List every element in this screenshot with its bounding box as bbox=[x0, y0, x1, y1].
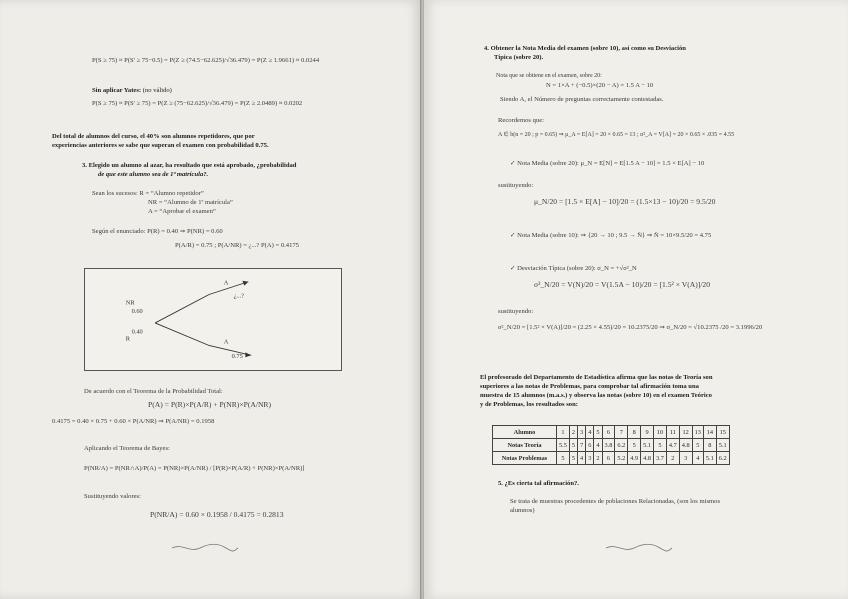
answer-5-line-1: Se trata de muestras procedentes de poblaciones Relacionadas, (son los mismos bbox=[510, 498, 721, 505]
total-probability-title: De acuerdo con el Teorema de la Probabilidad Total: bbox=[84, 388, 223, 395]
tree-label-r: R bbox=[125, 335, 130, 343]
table-cell: 4 bbox=[586, 426, 594, 439]
probability-tree bbox=[84, 268, 342, 371]
table-cell: 6.2 bbox=[716, 452, 729, 465]
table-cell: 5.2 bbox=[615, 452, 628, 465]
tree-prob-r: 0.40 bbox=[131, 328, 143, 336]
table-cell: 5 bbox=[654, 439, 667, 452]
branch-nr bbox=[155, 294, 209, 322]
table-cell: 4 bbox=[594, 439, 602, 452]
left-page bbox=[0, 0, 421, 599]
table-cell: 6 bbox=[602, 452, 615, 465]
table-cell: 3.7 bbox=[654, 452, 667, 465]
yates-equation: P(S ≥ 75) ≈ P(S' ≥ 75−0.5) = P(Z ≥ (74.5−62.625)/√36.479) = P(Z ≥ 1.9661) ≈ 0.0244 bbox=[92, 57, 320, 64]
table-cell: 5.1 bbox=[716, 439, 729, 452]
table-cell: 5.5 bbox=[557, 439, 570, 452]
table-cell: 7 bbox=[578, 439, 586, 452]
table-row bbox=[493, 426, 730, 439]
row-label: Notas Problemas bbox=[493, 452, 557, 465]
table-cell: 4.8 bbox=[641, 452, 654, 465]
tree-label-a-bottom: A bbox=[223, 338, 229, 346]
total-probability-formula: P(A) = P(R)×P(A/R) + P(NR)×P(A/NR) bbox=[148, 400, 272, 409]
end-mark-right bbox=[604, 543, 674, 553]
no-yates-title bbox=[92, 87, 172, 95]
substitution-2-title: sustituyendo: bbox=[498, 308, 534, 315]
table-cell: 4.7 bbox=[666, 439, 679, 452]
tree-prob-a-bottom: 0.75 bbox=[231, 353, 243, 361]
total-probability-calc: 0.4175 = 0.40 × 0.75 + 0.60 × P(A/NR) ⇒ P(A/NR) = 0.1958 bbox=[52, 418, 215, 425]
media-20-line: ✓ Nota Media (sobre 20): μ_N = E[N] = E[1.5 A − 10] = 1.5 × E[A] − 10 bbox=[510, 160, 705, 167]
grades-table bbox=[492, 425, 730, 465]
no-yates-title-text: Sin aplicar Yates: bbox=[92, 87, 142, 94]
tree-label-a-top: A bbox=[223, 279, 229, 287]
table-cell: 3 bbox=[679, 452, 692, 465]
recall-formula: A ∈ b(n = 20 ; p = 0.65) ⇒ μ_A = E[A] = 20 × 0.65 = 13 ; σ²_A = V[A] = 20 × 0.65 × .035 = 4.55 bbox=[498, 132, 735, 138]
table-cell: 5 bbox=[569, 452, 577, 465]
deviation-formula: σ²_N/20 = V(N)/20 = V(1.5A − 10)/20 = [1.5² × V(A)]/20 bbox=[534, 280, 711, 289]
table-cell: 13 bbox=[692, 426, 703, 439]
question-5: 5. ¿Es cierta tal afirmación?. bbox=[498, 480, 579, 487]
end-mark-left bbox=[170, 543, 240, 553]
table-cell: 7 bbox=[615, 426, 628, 439]
table-row bbox=[493, 439, 730, 452]
note-formula: N = 1×A + (−0.5)×(20 − A) = 1.5 A − 10 bbox=[546, 82, 654, 89]
event-nr: NR = “Alumno de 1ª matrícula” bbox=[148, 199, 233, 206]
table-cell: 10 bbox=[654, 426, 667, 439]
table-cell: 6 bbox=[602, 426, 615, 439]
tree-prob-nr: 0.60 bbox=[131, 308, 143, 316]
bayes-title: Aplicando el Teorema de Bayes: bbox=[84, 445, 170, 452]
table-cell: 5 bbox=[594, 426, 602, 439]
tree-label-nr: NR bbox=[125, 299, 135, 307]
table-cell: 5 bbox=[628, 439, 641, 452]
paragraph-line-1: Del total de alumnos del curso, el 40% son alumnos repetidores, que por bbox=[52, 133, 255, 140]
table-cell: 4 bbox=[692, 452, 703, 465]
table-cell: 11 bbox=[666, 426, 679, 439]
table-cell: 1 bbox=[557, 426, 570, 439]
no-yates-equation: P(S ≥ 75) ≈ P(S' ≥ 75) = P(Z ≥ (75−62.625)/√36.479) = P(Z ≥ 2.0489) ≈ 0.0202 bbox=[92, 100, 303, 107]
right-page bbox=[424, 0, 848, 599]
table-cell: 9 bbox=[641, 426, 654, 439]
row-label: Alumno bbox=[493, 426, 557, 439]
table-cell: 3 bbox=[578, 426, 586, 439]
table-cell: 8 bbox=[628, 426, 641, 439]
table-cell: 2 bbox=[666, 452, 679, 465]
table-cell: 2 bbox=[594, 452, 602, 465]
substitution-title: Sustituyendo valores: bbox=[84, 493, 141, 500]
table-cell: 4.9 bbox=[628, 452, 641, 465]
table-row bbox=[493, 452, 730, 465]
substitution-calc: P(NR/A) = 0.60 × 0.1958 / 0.4175 = 0.2813 bbox=[150, 510, 284, 519]
note-intro: Nota que se obtiene en el examen, sobre 20: bbox=[496, 73, 602, 79]
media-10-line: ✓ Nota Media (sobre 10): ⇒ {20 → 10 ; 9.5 → N̄} ⇒ N̄ = 10×9.5/20 = 4.75 bbox=[510, 232, 712, 239]
table-cell: 2 bbox=[569, 426, 577, 439]
no-yates-note: (no válido) bbox=[142, 87, 172, 94]
statement-line-2: superiores a las notas de Problemas, para comprobar tal afirmación toma una bbox=[480, 383, 699, 390]
grades-table-body bbox=[493, 426, 730, 465]
table-cell: 8 bbox=[703, 439, 716, 452]
substitution-2-formula: σ²_N/20 = [1.5² × V(A)]/20 = (2.25 × 4.55)/20 = 10.2375/20 ⇒ σ_N/20 = √10.2375 /20 = 3.1996/20 bbox=[498, 324, 763, 331]
table-cell: 4 bbox=[578, 452, 586, 465]
statement-line-4: y de Problemas, los resultados son: bbox=[480, 401, 578, 408]
table-cell: 3.8 bbox=[602, 439, 615, 452]
recall-title: Recordemos que: bbox=[498, 117, 544, 124]
tree-prob-a-top: ¿...? bbox=[233, 292, 245, 300]
table-cell: 3 bbox=[586, 452, 594, 465]
statement-line-3: muestra de 15 alumnos (m.a.s.) y observa las notas (sobre 10) en el examen Teórico bbox=[480, 392, 712, 399]
substitution-1-title: sustituyendo: bbox=[498, 182, 534, 189]
table-cell: 14 bbox=[703, 426, 716, 439]
table-cell: 5 bbox=[569, 439, 577, 452]
question-3-line-2: de que este alumno sea de 1ª matrícula?. bbox=[98, 171, 209, 178]
table-cell: 6 bbox=[586, 439, 594, 452]
statement-line-1: El profesorado del Departamento de Estadística afirma que las notas de Teoría son bbox=[480, 374, 713, 381]
deviation-line: ✓ Desviación Típica (sobre 20): σ_N = +√σ²_N bbox=[510, 265, 637, 272]
event-a: A = “Aprobar el examen” bbox=[148, 208, 216, 215]
paragraph-line-2: experiencias anteriores se sabe que superan el examen con probabilidad 0.75. bbox=[52, 142, 269, 149]
substitution-1-formula: μ_N/20 = [1.5 × E[A] − 10]/20 = (1.5×13 − 10)/20 = 9.5/20 bbox=[534, 197, 716, 206]
question-3-line-1: 3. Elegido un alumno al azar, ha resultado que está aprobado, ¿probabilidad bbox=[82, 162, 297, 169]
bayes-formula: P(NR/A) = P(NR∩A)/P(A) = P(NR)×P(A/NR) / [P(R)×P(A/R) + P(NR)×P(A/NR)] bbox=[84, 465, 305, 472]
probability-tree-svg bbox=[85, 269, 341, 370]
question-4-line-2: Típica (sobre 20). bbox=[494, 54, 544, 61]
table-cell: 5 bbox=[557, 452, 570, 465]
row-label: Notas Teoría bbox=[493, 439, 557, 452]
table-cell: 5.1 bbox=[703, 452, 716, 465]
answer-5-line-2: alumnos) bbox=[510, 507, 535, 514]
table-cell: 5 bbox=[692, 439, 703, 452]
note-definition: Siendo A, el Número de preguntas correctamente contestadas. bbox=[500, 96, 664, 103]
table-cell: 4.8 bbox=[679, 439, 692, 452]
table-cell: 5.1 bbox=[641, 439, 654, 452]
enunciado-line: Según el enunciado: P(R) = 0.40 ⇒ P(NR) = 0.60 bbox=[92, 228, 223, 235]
branch-r bbox=[155, 323, 209, 346]
table-cell: 12 bbox=[679, 426, 692, 439]
branch-r-a bbox=[209, 345, 251, 355]
conditional-probabilities: P(A/R) = 0.75 ; P(A/NR) = ¿...? P(A) = 0.4175 bbox=[175, 242, 299, 249]
table-cell: 15 bbox=[716, 426, 729, 439]
events-intro: Sean los sucesos: R = “Alumno repetidor” bbox=[92, 190, 204, 197]
question-4-line-1: 4. Obtener la Nota Media del examen (sobre 10), así como su Desviación bbox=[484, 45, 686, 52]
table-cell: 6.2 bbox=[615, 439, 628, 452]
